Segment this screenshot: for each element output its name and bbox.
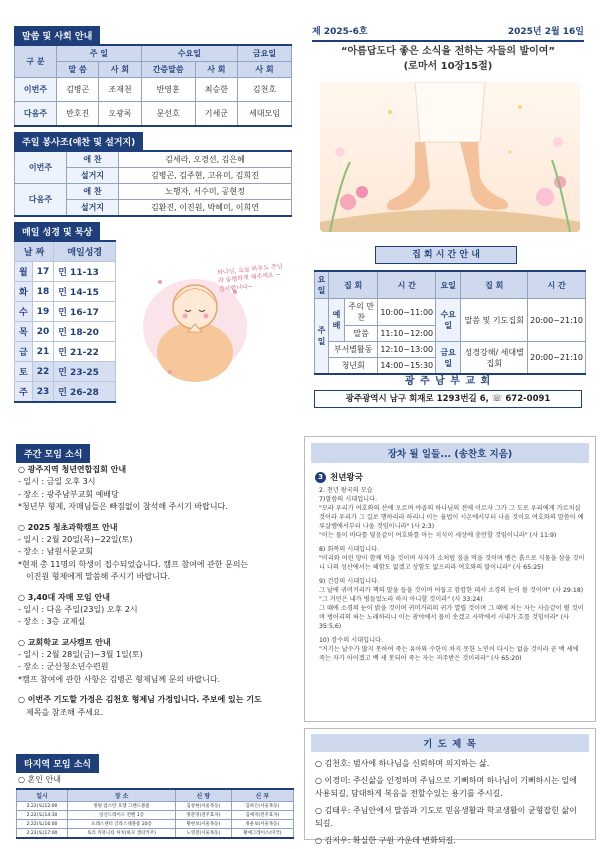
cell: 김예지(전주효자) xyxy=(231,811,293,820)
sec-service-title: 주일 봉사조(애찬 및 설거지) xyxy=(14,132,143,151)
reading: 민 16-17 xyxy=(54,302,116,322)
news-line: - 일시 : 2월 20일(목)~22일(토) xyxy=(18,534,133,544)
quote-line: “아름답도다 좋은 소식을 전하는 자들의 발이여” xyxy=(340,46,556,57)
meet-time: 14:00~15:30 xyxy=(378,358,436,375)
th-reading: 매일성경 xyxy=(54,241,116,262)
th-testimony: 간증말씀 xyxy=(141,62,195,78)
verse-para: 9) 건강의 시대입니다. xyxy=(319,577,380,585)
meet-name: 청년회 xyxy=(329,358,378,375)
th-host-fri: 사 회 xyxy=(238,62,292,78)
th-time: 시 간 xyxy=(378,271,436,299)
day: 화 xyxy=(15,282,33,302)
cell: 2.22(토)16:00 xyxy=(17,820,68,829)
news-line: 이진원 형제에게 말씀해 주시기 바랍니다. xyxy=(26,572,171,582)
bible-table xyxy=(14,240,116,403)
cell: 정원 랍스탄 호텔 그랜드볼룸 xyxy=(68,802,176,811)
reading: 민 18-20 xyxy=(54,322,116,342)
date: 20 xyxy=(32,322,54,342)
prayer-item: ○ 김태우: 주님안에서 말씀과 기도로 믿음생활과 학교생활이 균형잡힌 삶이 되길. xyxy=(315,806,577,828)
day: 주 xyxy=(15,382,33,403)
cell: 일산드레이드 컨벤 1층 xyxy=(68,811,176,820)
news-line: ○ 3,40대 자매 모임 안내 xyxy=(18,592,110,602)
verse-para: "거기는 날수가 많지 못하여 죽는 유아와 수한이 차지 못한 노인이 다시는 없을 것이라 곧 백 세에 죽는 자가 아이겠고 백 세 못되어 죽는 자는 저주받은 것이리라" (사 65:20) xyxy=(319,645,579,662)
news-line: *청년부 형제, 자매님들은 빠짐없이 참석해 주시기 바랍니다. xyxy=(18,502,228,512)
cell: 김천호 xyxy=(238,78,292,102)
cell: 기세군 xyxy=(195,102,237,126)
sec-service xyxy=(14,132,143,151)
sunday-label: 주 일 xyxy=(315,299,329,375)
verse-para: 그 때에 소경의 눈이 밝을 것이며 귀머거리의 귀가 열릴 것이며 그 때에 저는 자는 사슴같이 뛸 것이며 벙어리의 혀는 노래하리니 이는 광야에서 물이 솟겠고 사막에서 시내가 흐를 것임이라" (사 35:5,6) xyxy=(319,604,584,630)
church-address: 광주광역시 남구 회재로 1293번길 6, ☏ 672-0091 xyxy=(314,390,582,408)
sec-word-host-title: 말씀 및 사회 안내 xyxy=(14,26,100,45)
th-datetime: 일시 xyxy=(17,789,68,802)
day: 토 xyxy=(15,362,33,382)
reading: 민 14-15 xyxy=(54,282,116,302)
date: 19 xyxy=(32,302,54,322)
cell: 김세라, 오경선, 김은혜 xyxy=(119,151,292,168)
schedule-table xyxy=(314,270,586,375)
illustration-caption: 하나님, 오늘 하루도 주님과 동행하게 해주세요 ~ 감사합니다~ xyxy=(216,262,283,294)
sec-other-title: 타지역 모임 소식 xyxy=(16,754,99,773)
issue-number: 제 2025-6호 xyxy=(312,27,368,37)
meet-name: 부서별활동 xyxy=(329,342,378,358)
cell: 문선호 xyxy=(141,102,195,126)
cell: 황현보(서울목동) xyxy=(176,820,232,829)
prayer-list xyxy=(315,758,585,847)
cell: 2.22(토)12:00 xyxy=(17,802,68,811)
cell: 애 찬 xyxy=(67,184,119,200)
cell: 세대모임 xyxy=(238,102,292,126)
cell: 김하은(서울목동) xyxy=(231,802,293,811)
th-wed: 수요일 xyxy=(141,45,237,62)
news-line: *캠프 참여에 관한 사항은 김병곤 형제님께 문의 바랍니다. xyxy=(18,674,221,684)
news-line: ○ 이번주 기도할 가정은 김천호 형제님 가정입니다. 주보에 있는 기도 xyxy=(18,695,262,705)
word-host-table xyxy=(14,44,292,127)
cell: 김창현(서울목동) xyxy=(176,802,232,811)
cell: 토리 커뮤니티 처치(하모 캔터키주) xyxy=(68,829,176,839)
th-meet: 집 회 xyxy=(329,271,378,299)
reading: 민 23-25 xyxy=(54,362,116,382)
reading: 민 11-13 xyxy=(54,262,116,282)
reading: 민 21-22 xyxy=(54,342,116,362)
th-fri: 금요일 xyxy=(238,45,292,62)
cell: 정운보(서울목동) xyxy=(231,820,293,829)
verse-para: "모라 우리가 여호와의 산에 오르며 야곱의 하나님의 전에 이르자 그가 그 도로 우리에게 가르치실 것이라 우리가 그 길로 행하리라 하리니 이는 율법이 시온에서부터 나올 것이요 여호와의 말씀이 예루살렘에서부터 나올 것임이니라" (사 2:3) xyxy=(319,504,584,530)
sec-bible xyxy=(14,222,100,241)
section-number-badge: 3 xyxy=(315,472,326,483)
news-line: - 장소 : 남원서문교회 xyxy=(18,547,94,557)
wed-label: 수요일 xyxy=(436,299,461,342)
verse-body xyxy=(319,487,585,664)
wedding-subtitle: ○ 혼인 안내 xyxy=(18,775,61,784)
news-line: - 일시 : 2월 28일(금)~3월 1일(토) xyxy=(18,650,143,660)
th-sunday: 주 일 xyxy=(57,45,142,62)
th-place: 장 소 xyxy=(68,789,176,802)
cell: 조재천 xyxy=(99,78,141,102)
news-line: - 일시 : 금일 오후 3시 xyxy=(18,477,96,487)
section-heading: 천년왕국 xyxy=(330,473,363,483)
prayer-box xyxy=(304,728,596,845)
row-label: 이번주 xyxy=(15,78,57,102)
row-label: 다음주 xyxy=(15,102,57,126)
cell: 방준영(전주효자) xyxy=(176,811,232,820)
cell: 김환진, 이진원, 박혜미, 이희연 xyxy=(119,200,292,217)
cell: 2.22(토)14:30 xyxy=(17,811,68,820)
meet-time: 20:00~21:10 xyxy=(528,342,586,375)
day: 금 xyxy=(15,342,33,362)
cell: 반영훈 xyxy=(141,78,195,102)
prayer-item: ○ 김천호: 범사에 하나님을 신뢰하며 의지하는 삶. xyxy=(315,759,490,768)
sec-other xyxy=(16,754,99,773)
service-table xyxy=(14,150,292,217)
th-groom: 신 랑 xyxy=(176,789,232,802)
meet-name: 말씀 xyxy=(345,326,378,342)
cell: 김병곤 xyxy=(57,78,99,102)
news-line: - 장소 : 3층 교제실 xyxy=(18,617,86,627)
worship-label: 예 배 xyxy=(329,299,345,342)
verse-para: "이리와 어린 양이 함께 먹을 것이며 사자가 소처럼 짚을 먹을 것이며 뱀은 흙으로 식물을 삼을 것이니 나의 성산에서는 해함도 없겠고 상함도 없으리라 여호와의 말이니라" (사 65:25) xyxy=(319,554,585,571)
date: 17 xyxy=(32,262,54,282)
news-line: - 일시 : 다음 주일(23일) 오후 2시 xyxy=(18,604,138,614)
cell: 노영철(서울목동) xyxy=(176,829,232,839)
cell: 최승한 xyxy=(195,78,237,102)
news-line: - 장소 : 군산청소년수련원 xyxy=(18,662,109,672)
news-line: ○ 교회학교 교사캠프 안내 xyxy=(18,637,111,647)
meet-name: 성경강해/ 세대별집회 xyxy=(461,342,528,375)
date: 22 xyxy=(32,362,54,382)
cell: 설거지 xyxy=(67,200,119,217)
date: 18 xyxy=(32,282,54,302)
verse-para: "그 거민은 내가 병들었노라 하지 아니할 것이라" (사 33:24) xyxy=(319,595,483,603)
row-label: 이번주 xyxy=(15,151,67,184)
news-line: ○ 광주지역 청년연합집회 안내 xyxy=(18,465,127,474)
day: 수 xyxy=(15,302,33,322)
meet-time: 10:00~11:00 xyxy=(378,299,436,326)
praying-girl-illustration xyxy=(140,252,290,392)
day: 목 xyxy=(15,322,33,342)
meet-time: 20:00~21:10 xyxy=(528,299,586,342)
th-host: 사 회 xyxy=(99,62,141,78)
day: 월 xyxy=(15,262,33,282)
verse-box xyxy=(304,436,596,722)
issue-date: 2025년 2월 16일 xyxy=(507,27,584,37)
th-gubun: 구 분 xyxy=(15,45,57,78)
th-day: 요일 xyxy=(315,271,329,299)
cell: 황예그레이스(미국) xyxy=(231,829,293,839)
date: 21 xyxy=(32,342,54,362)
sec-news xyxy=(16,444,90,463)
wedding-table xyxy=(16,788,294,839)
prayer-title: 기 도 제 목 xyxy=(311,734,589,752)
church-name: 광 주 남 부 교 회 xyxy=(404,376,492,387)
th-date: 날 짜 xyxy=(15,241,54,262)
cell: 노행자, 서수미, 공현정 xyxy=(119,184,292,200)
quote-reference: (로마서 10장15절) xyxy=(403,61,493,72)
cell: 설거지 xyxy=(67,168,119,184)
verse-para: 2. 천년 왕국의 모습 xyxy=(319,487,373,494)
prayer-item: ○ 김지우: 확실한 구원 가운데 변화되길. xyxy=(315,835,456,845)
news-line: - 장소 : 광주남부교회 예배당 xyxy=(18,489,119,499)
sec-news-title: 주간 모임 소식 xyxy=(16,444,90,463)
meet-name: 말씀 및 기도집회 xyxy=(461,299,528,342)
verse-para: 8) 회복의 시대입니다. xyxy=(319,545,380,553)
th-word: 말 씀 xyxy=(57,62,99,78)
feet-flowers-illustration xyxy=(320,82,580,232)
verse-section xyxy=(315,471,585,483)
row-label: 다음주 xyxy=(15,184,67,217)
meet-name: 주의 만찬 xyxy=(345,299,378,326)
th-bride: 신 부 xyxy=(231,789,293,802)
quote-block xyxy=(312,44,584,74)
news-line: 제목을 참조해 주세요. xyxy=(26,707,104,717)
cell: 오광록 xyxy=(99,102,141,126)
cell: 2.22(토)17:00 xyxy=(17,829,68,839)
th-meet: 집 회 xyxy=(461,271,528,299)
cell: 김병곤, 김주현, 고유미, 김희진 xyxy=(119,168,292,184)
meet-time: 12:10~13:00 xyxy=(378,342,436,358)
sec-word-host xyxy=(14,26,100,45)
verse-para: 7)말씀의 시대입니다. xyxy=(319,495,378,503)
cell: 반호진 xyxy=(57,102,99,126)
verse-title: 장차 될 일들... (송찬호 지음) xyxy=(311,443,589,463)
th-time: 시 간 xyxy=(528,271,586,299)
verse-para: 그 날에 귀머거리가 책의 말을 들을 것이며 어둡고 캄캄한 데서 소경의 눈이 볼 것이며" (사 29:18) xyxy=(319,586,584,594)
verse-para: 10) 장수의 시대입니다. xyxy=(319,636,384,644)
meet-time: 11:10~12:00 xyxy=(378,326,436,342)
news-list xyxy=(18,464,294,719)
issue-header xyxy=(312,24,584,42)
schedule-title: 집 회 시 간 안 내 xyxy=(375,246,517,264)
cell: 애 찬 xyxy=(67,151,119,168)
th-host-wed: 사 회 xyxy=(195,62,237,78)
cell: 프레스센터 글라스대볼룸 20층 xyxy=(68,820,176,829)
sec-bible-title: 매일 성경 및 묵상 xyxy=(14,222,100,241)
news-line: ○ 2025 청초과학캠프 안내 xyxy=(18,522,118,532)
prayer-item: ○ 이경미: 주신삶을 인정하며 주님으로 기뻐하며 하나님이 기뻐하시는 일에 사용되길, 담대하게 복음을 전할수있는 용기를 주시길. xyxy=(315,776,577,798)
news-line: *현재 총 11명의 학생이 접수되었습니다. 캠프 참여에 관한 문의는 xyxy=(18,559,249,569)
th-day: 요일 xyxy=(436,271,461,299)
reading: 민 26-28 xyxy=(54,382,116,403)
date: 23 xyxy=(32,382,54,403)
fri-label: 금요일 xyxy=(436,342,461,375)
verse-para: "이는 물이 바다를 덮음같이 여호와를 아는 지식이 세상에 충만할 것임이니라" (사 11:9) xyxy=(319,531,557,539)
